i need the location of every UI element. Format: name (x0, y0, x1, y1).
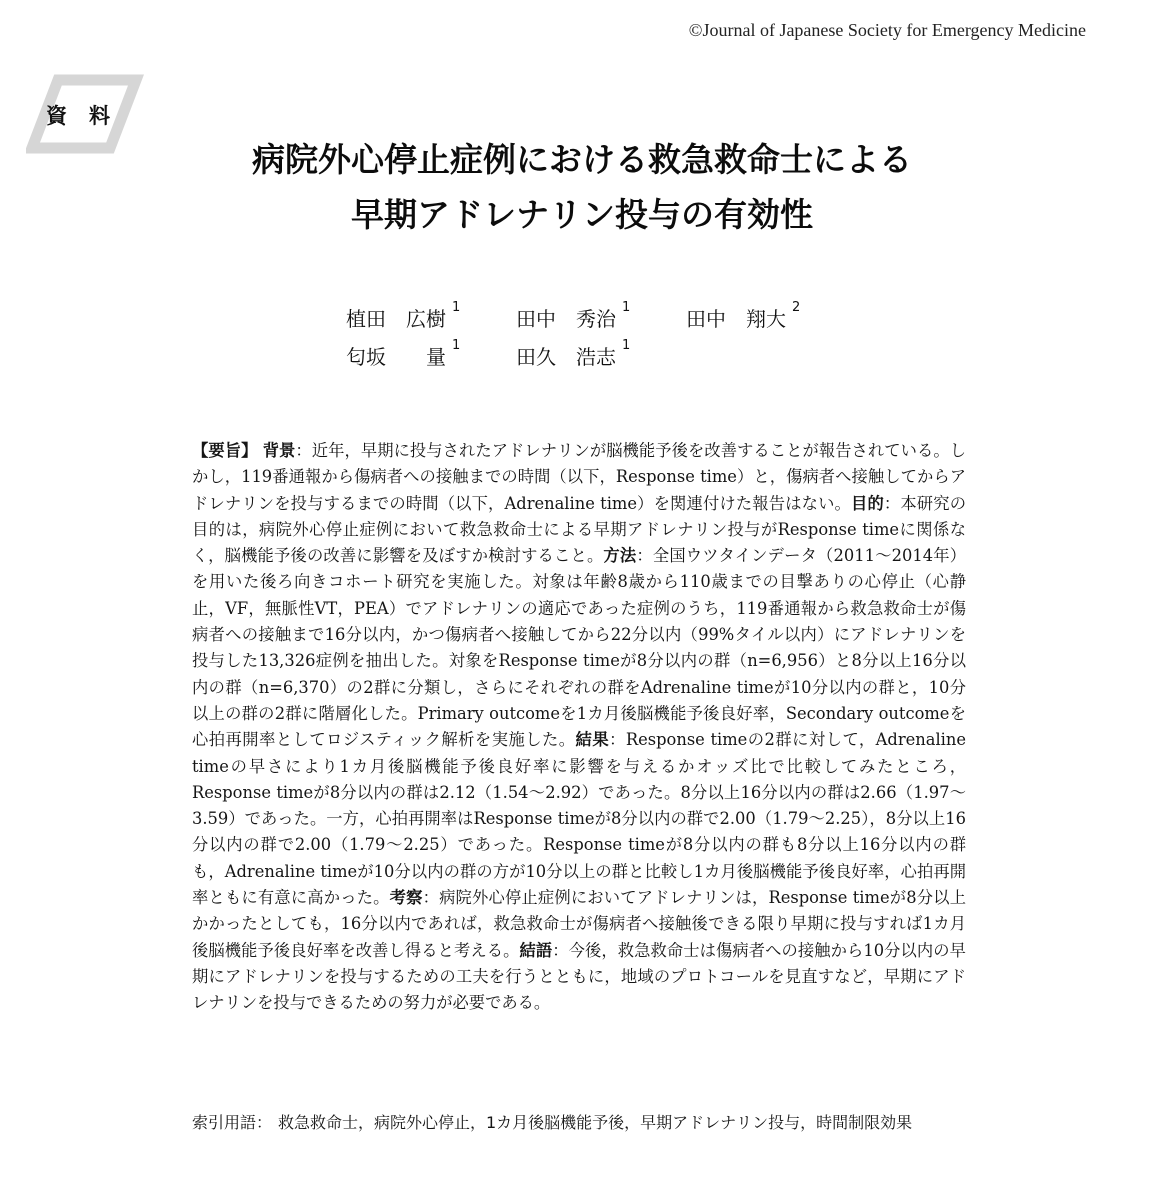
abstract-label: 【要旨】 (192, 441, 258, 460)
author-name: 田久 浩志 (516, 345, 616, 369)
results-label: 結果 (575, 730, 610, 750)
author-affiliation: 1 (622, 300, 631, 315)
article-title (0, 132, 1164, 242)
author-4 (346, 338, 461, 370)
discussion-text: ：病院外心停止症例においてアドレナリンは，Response timeが8分以上かかったとしても，16分以内であれば，救急救命士が傷病者へ接触後できる限り早期に投与すれば1カ月後脳機能予後良好率を改善し得ると考える。 (192, 888, 966, 960)
methods-label: 方法 (603, 546, 637, 566)
title-line-1: 病院外心停止症例における救急救命士による (252, 140, 912, 179)
discussion-label: 考察 (389, 888, 423, 908)
conclusion-text: ：今後，救急救命士は傷病者への接触から10分以内の早期にアドレナリンを投与するための工夫を行うとともに，地域のプロトコールを見直すなど，早期にアドレナリンを投与できるための努力が必要である。 (192, 940, 966, 1013)
keywords-text: 救急救命士，病院外心停止，1カ月後脳機能予後，早期アドレナリン投与，時間制限効果 (278, 1113, 913, 1132)
keywords-label: 索引用語： (192, 1113, 273, 1132)
author-affiliation: 1 (452, 300, 461, 315)
author-2 (516, 300, 631, 332)
author-1 (346, 300, 461, 332)
methods-text: ：全国ウツタインデータ（2011〜2014年）を用いた後ろ向きコホート研究を実施した。対象は年齢8歳から110歳までの目撃ありの心停止（心静止，VF，無脈性VT，PEA）でアドレナリンの適応であった症例のうち，119番通報から救急救命士が傷病者への接触まで16分以内，かつ傷病者へ接触してから22分以内（99%タイル以内）にアドレナリンを投与した13,326症例を抽出した。対象をResponse timeが8分以内の群（n=6,956）と8分以上16分以内の群（n=6,370）の2群に分類し，さらにそれぞれの群をAdrenaline timeが10分以内の群と，10分以上の群の2群に階層化した。Primary outcomeを1カ月後脳機能予後良好率，Secondary outcomeを心拍再開率としてロジスティック解析を実施した。 (192, 546, 967, 750)
conclusion-label: 結語 (519, 940, 553, 960)
background-label: 背景 (262, 441, 296, 460)
author-affiliation: 1 (452, 338, 461, 353)
objective-text: ：本研究の目的は，病院外心停止症例において救急救命士による早期アドレナリン投与がResponse timeに関係なく，脳機能予後の改善に影響を及ぼすか検討すること。 (192, 493, 966, 566)
background-text: ：近年，早期に投与されたアドレナリンが脳機能予後を改善することが報告されている。しかし，119番通報から傷病者への接触までの時間（以下，Response time）と，傷病者へ接触してからアドレナリンを投与するまでの時間（以下，Adrenaline time）を関連付けた報告はない。 (192, 441, 966, 513)
author-name: 田中 翔大 (686, 307, 786, 331)
author-name: 植田 広樹 (346, 307, 446, 331)
author-5 (516, 338, 631, 370)
abstract (192, 438, 966, 1017)
author-affiliation: 2 (792, 300, 801, 315)
copyright-notice: ©Journal of Japanese Society for Emergency Medicine (688, 20, 1086, 40)
author-name: 匂坂 量 (346, 345, 446, 369)
keywords (192, 1109, 966, 1137)
author-name: 田中 秀治 (516, 307, 616, 331)
objective-label: 目的 (851, 493, 884, 513)
results-text: ：Response timeの2群に対して，Adrenaline timeの早さにより1カ月後脳機能予後良好率に影響を与えるかオッズ比で比較してみたところ，Response timeが8分以内の群は2.12（1.54〜2.92）であった。8分以上16分以内の群は2.66（1.97〜3.59）であった。一方，心拍再開率はResponse timeが8分以内の群で2.00（1.79〜2.25），8分以上16分以内の群で2.00（1.79〜2.25）であった。Response timeが8分以内の群も8分以上16分以内の群も，Adrenaline timeが10分以内の群の方が10分以上の群と比較し1カ月後脳機能予後良好率，心拍再開率ともに有意に高かった。 (192, 730, 966, 908)
title-line-2: 早期アドレナリン投与の有効性 (351, 195, 813, 234)
author-3 (686, 300, 801, 332)
section-label: 資料 (46, 104, 132, 128)
author-affiliation: 1 (622, 338, 631, 353)
